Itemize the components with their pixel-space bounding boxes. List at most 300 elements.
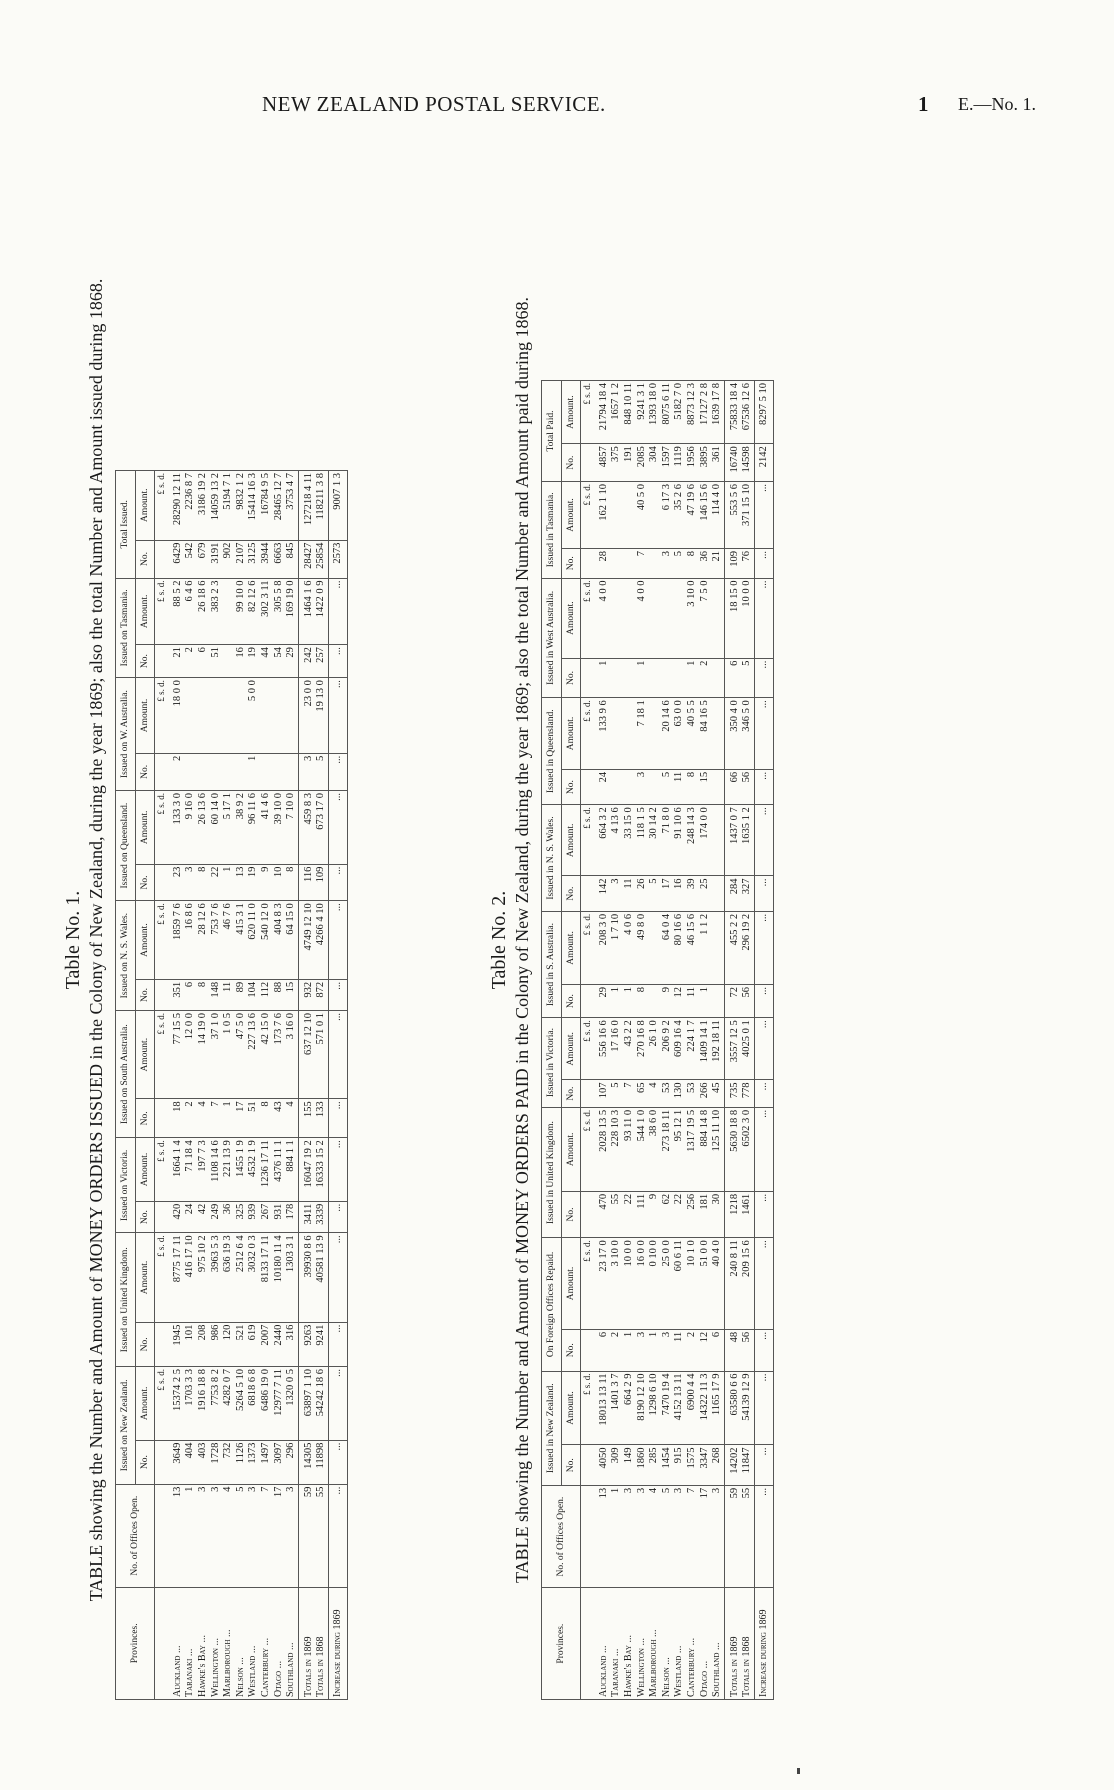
vic-no: 130 [673, 1080, 686, 1107]
subcol-amount: Amount. [561, 911, 581, 984]
tas-no: 5 [673, 549, 686, 579]
nsw-amount: 71 8 0 [661, 805, 674, 876]
col-uk: Issued on United Kingdom. [116, 1233, 136, 1367]
tas-amount: 35 2 6 [673, 482, 686, 549]
wa-amount: 23 0 0 [298, 678, 315, 754]
col-total: Total Issued. [116, 471, 136, 579]
nsw-no: 26 [636, 876, 649, 911]
uk-no: 208 [197, 1322, 210, 1366]
uk-amount: 228 10 3 [610, 1107, 623, 1191]
wa-amount [648, 578, 661, 658]
vic-no: 36 [222, 1201, 235, 1233]
wa-no [197, 753, 210, 790]
qld-no: 13 [235, 864, 248, 901]
nz-amount: 7753 8 2 [210, 1367, 223, 1441]
increase-row [328, 471, 347, 1700]
uk-amount: 3963 5 3 [210, 1233, 223, 1322]
nz-no: 1126 [235, 1440, 248, 1484]
table1-block [62, 180, 348, 1700]
wa-amount: 7 5 0 [699, 578, 712, 658]
leader-dots: ... [754, 1238, 773, 1330]
nz-no: 4050 [594, 1445, 611, 1485]
total-no: 3895 [699, 444, 712, 482]
subcol-amount: Amount. [135, 901, 155, 980]
subcol-no: No. [135, 864, 155, 901]
vic-amount: 556 16 6 [594, 1018, 611, 1080]
total-no: 1119 [673, 444, 686, 482]
wa-amount [235, 678, 248, 754]
offices-count: 59 [724, 1485, 741, 1587]
table-row [673, 381, 686, 1700]
wa-amount [673, 578, 686, 658]
tas-no [648, 549, 661, 579]
qld-amount: 40 5 5 [686, 698, 699, 770]
vic-no: 3411 [298, 1201, 315, 1233]
leader-dots: ... [328, 1484, 347, 1587]
qld-amount [623, 698, 636, 770]
nsw-amount: 33 15 0 [623, 805, 636, 876]
wa-no: 3 [298, 753, 315, 790]
units-label: £ s. d. [581, 1018, 594, 1080]
nsw-amount: 753 7 6 [210, 901, 223, 980]
vic-amount: 206 9 2 [661, 1018, 674, 1080]
sa-no: 155 [298, 1099, 315, 1138]
offices-count: 1 [184, 1484, 197, 1587]
nsw-no: 932 [298, 979, 315, 1010]
uk-no: 111 [636, 1191, 649, 1237]
qld-amount: 9 16 0 [184, 791, 197, 865]
sa-amount [648, 911, 661, 984]
units-label: £ s. d. [581, 578, 594, 658]
qld-amount: 26 13 6 [197, 791, 210, 865]
tas-amount: 162 1 10 [594, 482, 611, 549]
wa-no [222, 753, 235, 790]
totals-label: Totals in 1868 [741, 1588, 754, 1700]
sa-no [648, 985, 661, 1018]
offices-count: 3 [623, 1485, 636, 1587]
nz-no: 309 [610, 1445, 623, 1485]
qld-no: 15 [699, 769, 712, 804]
wa-no: 1 [636, 658, 649, 698]
tas-no [623, 549, 636, 579]
qld-no: 66 [724, 769, 741, 804]
vic-amount: 884 1 1 [285, 1138, 298, 1201]
vic-no: 45 [711, 1080, 724, 1107]
sa-no: 11 [686, 985, 699, 1018]
wa-no [623, 658, 636, 698]
sa-no: 51 [247, 1099, 260, 1138]
tas-amount: 99 10 0 [235, 578, 248, 645]
col-vic: Issued on Victoria. [116, 1138, 136, 1233]
nsw-no: 39 [686, 876, 699, 911]
sa-no: 8 [260, 1099, 273, 1138]
uk-no: 120 [222, 1322, 235, 1366]
nsw-amount: 415 3 1 [235, 901, 248, 980]
total-amount: 9241 3 1 [636, 381, 649, 444]
sa-amount: 296 19 2 [741, 911, 754, 984]
qld-amount: 60 14 0 [210, 791, 223, 865]
tas-no: 76 [741, 549, 754, 579]
rep-no: 48 [724, 1329, 741, 1371]
offices-count: 13 [168, 1484, 185, 1587]
vic-no: 420 [168, 1201, 185, 1233]
subcol-no: No. [135, 979, 155, 1010]
province-name: Nelson ... [661, 1588, 674, 1700]
table-row [210, 471, 223, 1700]
tas-no [610, 549, 623, 579]
sa-amount: 37 1 0 [210, 1011, 223, 1099]
tas-no [222, 645, 235, 678]
sa-no: 9 [661, 985, 674, 1018]
vic-no: 178 [285, 1201, 298, 1233]
table-row [661, 381, 674, 1700]
increase-amount: 8297 5 10 [754, 381, 773, 444]
tas-no: 21 [168, 645, 185, 678]
total-no: 6429 [168, 540, 185, 578]
subcol-no: No. [135, 753, 155, 790]
tas-no: 2 [184, 645, 197, 678]
province-name: Auckland ... [594, 1588, 611, 1700]
total-no: 14598 [741, 444, 754, 482]
nsw-amount: 540 12 0 [260, 901, 273, 980]
document-reference: E.—No. 1. [958, 94, 1036, 114]
uk-no: 101 [184, 1322, 197, 1366]
nsw-amount: 46 7 6 [222, 901, 235, 980]
wa-amount [711, 578, 724, 658]
qld-amount: 350 4 0 [724, 698, 741, 770]
totals-label: Totals in 1869 [724, 1588, 741, 1700]
leader-dots: ... [754, 1107, 773, 1191]
province-name: Auckland ... [168, 1587, 185, 1699]
leader-dots: ... [328, 979, 347, 1010]
nz-amount: 664 2 9 [623, 1371, 636, 1445]
uk-amount: 40581 13 9 [315, 1233, 328, 1322]
wa-no [260, 753, 273, 790]
uk-no: 470 [594, 1191, 611, 1237]
wa-amount: 18 15 0 [724, 578, 741, 658]
table-row [260, 471, 273, 1700]
tas-no: 8 [686, 549, 699, 579]
rep-no: 6 [711, 1329, 724, 1371]
col-repaid: On Foreign Offices Repaid. [542, 1238, 562, 1371]
total-amount: 8873 12 3 [686, 381, 699, 444]
tas-amount: 47 19 6 [686, 482, 699, 549]
vic-no: 4 [648, 1080, 661, 1107]
vic-no: 778 [741, 1080, 754, 1107]
nz-amount: 1165 17 9 [711, 1371, 724, 1445]
wa-no [648, 658, 661, 698]
province-name: Westland ... [247, 1587, 260, 1699]
subcol-amount: Amount. [561, 698, 581, 770]
sa-amount: 49 8 0 [636, 911, 649, 984]
totals-row [741, 381, 754, 1700]
uk-amount: 544 1 0 [636, 1107, 649, 1191]
uk-no: 986 [210, 1322, 223, 1366]
units-label: £ s. d. [155, 791, 168, 865]
tas-amount [222, 578, 235, 645]
col-total: Total Paid. [542, 381, 562, 482]
offices-count: 4 [222, 1484, 235, 1587]
units-label: £ s. d. [581, 805, 594, 876]
nsw-amount: 4749 12 10 [298, 901, 315, 980]
leader-dots: ... [754, 698, 773, 770]
table1-label: Table No. 1. [62, 890, 84, 990]
table-row [699, 381, 712, 1700]
table-row [648, 381, 661, 1700]
qld-no: 9 [260, 864, 273, 901]
sa-amount: 637 12 10 [298, 1011, 315, 1099]
tas-amount [623, 482, 636, 549]
leader-dots: ... [754, 1445, 773, 1485]
wa-amount [661, 578, 674, 658]
nz-no: 3347 [699, 1445, 712, 1485]
total-no: 304 [648, 444, 661, 482]
nsw-no: 872 [315, 979, 328, 1010]
vic-no: 267 [260, 1201, 273, 1233]
wa-no [610, 658, 623, 698]
sa-amount: 46 15 6 [686, 911, 699, 984]
nz-no: 915 [673, 1445, 686, 1485]
vic-no: 266 [699, 1080, 712, 1107]
vic-amount: 4025 0 1 [741, 1018, 754, 1080]
nsw-no: 284 [724, 876, 741, 911]
uk-amount: 93 11 0 [623, 1107, 636, 1191]
province-name: Canterbury ... [260, 1587, 273, 1699]
tas-no: 51 [210, 645, 223, 678]
total-no: 25854 [315, 540, 328, 578]
total-amount: 5194 7 1 [222, 471, 235, 541]
nsw-no: 351 [168, 979, 185, 1010]
col-wa: Issued on W. Australia. [116, 678, 136, 791]
wa-no: 5 [315, 753, 328, 790]
sa-no: 17 [235, 1099, 248, 1138]
nsw-amount: 16 8 6 [184, 901, 197, 980]
sa-no: 7 [210, 1099, 223, 1138]
increase-amount: 9007 1 3 [328, 471, 347, 541]
rep-no: 6 [594, 1329, 611, 1371]
qld-no [648, 769, 661, 804]
total-no: 2085 [636, 444, 649, 482]
uk-amount: 416 17 10 [184, 1233, 197, 1322]
units-label: £ s. d. [155, 1138, 168, 1201]
nsw-no: 148 [210, 979, 223, 1010]
leader-dots: ... [328, 578, 347, 645]
wa-no: 1 [594, 658, 611, 698]
ink-mark [797, 1768, 800, 1774]
units-label: £ s. d. [155, 578, 168, 645]
uk-no: 1218 [724, 1191, 741, 1237]
nz-no: 14305 [298, 1440, 315, 1484]
qld-amount: 133 3 0 [168, 791, 185, 865]
table-row [273, 471, 286, 1700]
nsw-amount: 28 12 6 [197, 901, 210, 980]
tas-amount: 114 4 0 [711, 482, 724, 549]
sa-amount: 77 15 5 [168, 1011, 185, 1099]
nsw-amount: 1859 7 6 [168, 901, 185, 980]
col-qld: Issued on Queensland. [116, 791, 136, 901]
units-label: £ s. d. [155, 1367, 168, 1441]
nz-no: 1454 [661, 1445, 674, 1485]
total-no: 191 [623, 444, 636, 482]
qld-no: 56 [741, 769, 754, 804]
subcol-amount: Amount. [561, 1018, 581, 1080]
sa-amount: 42 15 0 [260, 1011, 273, 1099]
offices-count: 3 [285, 1484, 298, 1587]
vic-amount: 4376 11 1 [273, 1138, 286, 1201]
leader-dots: ... [328, 1099, 347, 1138]
province-name: Southland ... [711, 1588, 724, 1700]
nz-no: 14202 [724, 1445, 741, 1485]
subcol-amount: Amount. [561, 805, 581, 876]
total-no: 28427 [298, 540, 315, 578]
wa-amount: 4 0 0 [594, 578, 611, 658]
sa-no: 1 [699, 985, 712, 1018]
leader-dots: ... [328, 753, 347, 790]
total-no: 845 [285, 540, 298, 578]
tas-amount: 1422 0 9 [315, 578, 328, 645]
vic-no: 65 [636, 1080, 649, 1107]
nsw-amount: 4266 4 10 [315, 901, 328, 980]
uk-amount: 975 10 2 [197, 1233, 210, 1322]
table-row [197, 471, 210, 1700]
qld-no: 8 [686, 769, 699, 804]
nz-no: 1860 [636, 1445, 649, 1485]
uk-no: 22 [673, 1191, 686, 1237]
tas-no: 19 [247, 645, 260, 678]
nsw-no: 11 [623, 876, 636, 911]
sa-amount: 1 0 5 [222, 1011, 235, 1099]
units-label: £ s. d. [581, 1238, 594, 1330]
qld-amount: 346 5 0 [741, 698, 754, 770]
subcol-amount: Amount. [135, 1011, 155, 1099]
table1-caption: TABLE showing the Number and Amount of MONEY ORDERS ISSUED in the Colony of New Zealand, during the year 1869; also the total Number and Amount issued during 1868. [86, 278, 106, 1602]
nz-amount: 7470 19 4 [661, 1371, 674, 1445]
rep-no: 3 [661, 1329, 674, 1371]
vic-amount: 3557 12 5 [724, 1018, 741, 1080]
qld-no: 1 [222, 864, 235, 901]
wa-amount [610, 578, 623, 658]
qld-amount [610, 698, 623, 770]
qld-no: 19 [247, 864, 260, 901]
subcol-amount: Amount. [135, 1367, 155, 1441]
nsw-amount [711, 805, 724, 876]
uk-no: 62 [661, 1191, 674, 1237]
nz-no: 403 [197, 1440, 210, 1484]
subcol-amount: Amount. [561, 482, 581, 549]
qld-no: 116 [298, 864, 315, 901]
wa-no [184, 753, 197, 790]
nz-amount: 8190 12 10 [636, 1371, 649, 1445]
sa-amount: 227 13 6 [247, 1011, 260, 1099]
col-nz: Issued in New Zealand. [542, 1371, 562, 1485]
total-amount: 848 10 11 [623, 381, 636, 444]
nsw-no: 3 [610, 876, 623, 911]
uk-amount: 884 14 8 [699, 1107, 712, 1191]
table-row [623, 381, 636, 1700]
nz-amount: 4152 13 11 [673, 1371, 686, 1445]
rep-no: 11 [673, 1329, 686, 1371]
increase-no: 2142 [754, 444, 773, 482]
uk-amount: 1317 19 5 [686, 1107, 699, 1191]
sa-no: 1 [222, 1099, 235, 1138]
table-row [711, 381, 724, 1700]
nz-amount: 54139 12 9 [741, 1371, 754, 1445]
sa-amount: 1 7 10 [610, 911, 623, 984]
increase-no: 2573 [328, 540, 347, 578]
sa-amount: 208 3 0 [594, 911, 611, 984]
nsw-no: 16 [673, 876, 686, 911]
vic-amount: 71 18 4 [184, 1138, 197, 1201]
uk-no: 1461 [741, 1191, 754, 1237]
nsw-amount: 118 1 5 [636, 805, 649, 876]
subcol-no: No. [135, 540, 155, 578]
nz-no: 296 [285, 1440, 298, 1484]
uk-no: 521 [235, 1322, 248, 1366]
total-no: 3125 [247, 540, 260, 578]
rep-amount: 240 8 11 [724, 1238, 741, 1330]
leader-dots: ... [328, 1201, 347, 1233]
sa-no: 133 [315, 1099, 328, 1138]
subcol-no: No. [561, 1329, 581, 1371]
total-amount: 1657 1 2 [610, 381, 623, 444]
total-no: 361 [711, 444, 724, 482]
nsw-no: 15 [285, 979, 298, 1010]
uk-amount: 125 11 10 [711, 1107, 724, 1191]
qld-no: 22 [210, 864, 223, 901]
rep-no: 2 [610, 1329, 623, 1371]
vic-amount: 197 7 3 [197, 1138, 210, 1201]
uk-no: 2007 [260, 1322, 273, 1366]
total-amount: 28290 12 11 [168, 471, 185, 541]
units-label: £ s. d. [155, 678, 168, 754]
total-amount: 3186 19 2 [197, 471, 210, 541]
province-name: Taranaki ... [610, 1588, 623, 1700]
qld-amount: 84 16 5 [699, 698, 712, 770]
subcol-amount: Amount. [561, 381, 581, 444]
nsw-amount: 64 15 0 [285, 901, 298, 980]
leader-dots: ... [754, 578, 773, 658]
subcol-no: No. [561, 876, 581, 911]
nz-no: 3649 [168, 1440, 185, 1484]
subcol-no: No. [561, 549, 581, 579]
tas-no: 242 [298, 645, 315, 678]
uk-no: 256 [686, 1191, 699, 1237]
sa-amount: 173 7 6 [273, 1011, 286, 1099]
sa-no [711, 985, 724, 1018]
qld-amount: 133 9 6 [594, 698, 611, 770]
wa-no: 5 [741, 658, 754, 698]
sa-amount: 14 19 0 [197, 1011, 210, 1099]
offices-count: 3 [636, 1485, 649, 1587]
wa-amount [260, 678, 273, 754]
leader-dots: ... [328, 864, 347, 901]
nsw-amount: 1635 1 2 [741, 805, 754, 876]
units-label: £ s. d. [155, 1233, 168, 1322]
tas-amount: 6 4 6 [184, 578, 197, 645]
rep-amount: 25 0 0 [661, 1238, 674, 1330]
nz-amount: 18013 13 11 [594, 1371, 611, 1445]
nsw-amount: 1437 0 7 [724, 805, 741, 876]
leader-dots: ... [754, 1485, 773, 1587]
nsw-no: 142 [594, 876, 611, 911]
sa-amount: 64 0 4 [661, 911, 674, 984]
rep-amount: 209 15 6 [741, 1238, 754, 1330]
total-amount: 75833 18 4 [724, 381, 741, 444]
totals-row [315, 471, 328, 1700]
wa-amount [184, 678, 197, 754]
vic-amount: 1108 14 6 [210, 1138, 223, 1201]
offices-count: 3 [247, 1484, 260, 1587]
